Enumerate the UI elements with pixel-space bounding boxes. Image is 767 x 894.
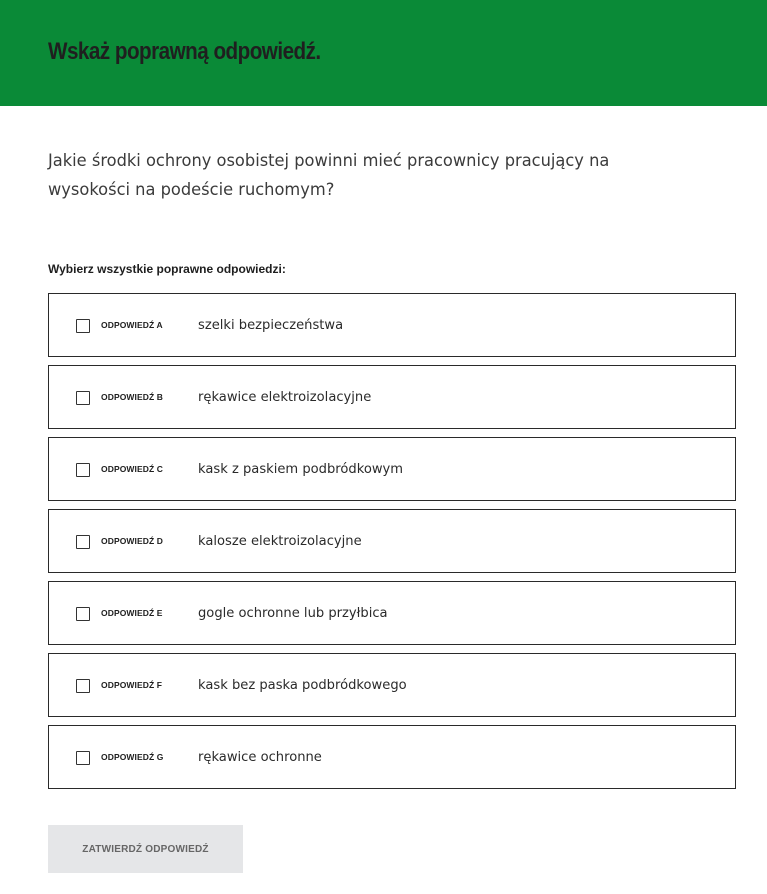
answer-option-e[interactable] bbox=[48, 581, 736, 645]
checkbox[interactable] bbox=[76, 319, 90, 333]
answer-option-a[interactable] bbox=[48, 293, 736, 357]
option-label: ODPOWIEDŹ C bbox=[101, 464, 164, 474]
question-text: Jakie środki ochrony osobistej powinni mieć pracownicy pracujący na wysokości na podeście ruchomym? bbox=[48, 151, 610, 199]
answer-option-d[interactable] bbox=[48, 509, 736, 573]
option-text: rękawice ochronne bbox=[198, 749, 322, 765]
option-text: gogle ochronne lub przyłbica bbox=[198, 605, 388, 621]
answer-option-f[interactable] bbox=[48, 653, 736, 717]
option-text: szelki bezpieczeństwa bbox=[198, 317, 344, 333]
option-text: rękawice elektroizolacyjne bbox=[198, 389, 372, 405]
option-label: ODPOWIEDŹ E bbox=[101, 608, 163, 618]
option-label: ODPOWIEDŹ B bbox=[101, 392, 164, 402]
checkbox[interactable] bbox=[76, 391, 90, 405]
checkbox[interactable] bbox=[76, 751, 90, 765]
checkbox[interactable] bbox=[76, 679, 90, 693]
checkbox[interactable] bbox=[76, 535, 90, 549]
option-label: ODPOWIEDŹ G bbox=[101, 752, 164, 762]
answer-option-b[interactable] bbox=[48, 365, 736, 429]
page-title: Wskaż poprawną odpowiedź. bbox=[48, 38, 321, 65]
answer-option-c[interactable] bbox=[48, 437, 736, 501]
option-text: kask bez paska podbródkowego bbox=[198, 677, 407, 693]
checkbox[interactable] bbox=[76, 463, 90, 477]
submit-answer-button[interactable]: ZATWIERDŹ ODPOWIEDŹ bbox=[48, 825, 243, 873]
instruction-text: Wybierz wszystkie poprawne odpowiedzi: bbox=[48, 262, 286, 276]
option-text: kalosze elektroizolacyjne bbox=[198, 533, 362, 549]
answer-option-g[interactable] bbox=[48, 725, 736, 789]
header-bar bbox=[0, 0, 767, 106]
option-label: ODPOWIEDŹ F bbox=[101, 680, 163, 690]
option-label: ODPOWIEDŹ A bbox=[101, 320, 163, 330]
answer-options-list bbox=[48, 293, 736, 797]
option-text: kask z paskiem podbródkowym bbox=[198, 461, 404, 477]
option-label: ODPOWIEDŹ D bbox=[101, 536, 164, 546]
checkbox[interactable] bbox=[76, 607, 90, 621]
